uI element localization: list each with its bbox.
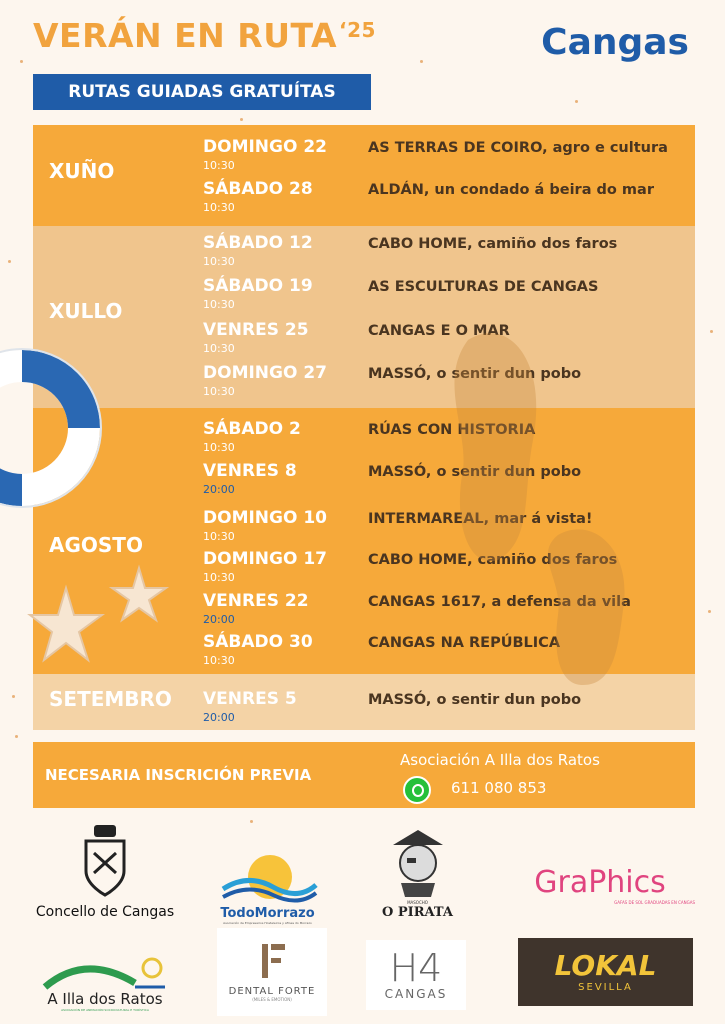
route-day: DOMINGO 22 [203, 137, 328, 157]
h4-logo [366, 940, 466, 1010]
route-time: 20:00 [203, 613, 235, 626]
sand-dot [20, 60, 23, 63]
route-day: VENRES 5 [203, 689, 297, 709]
opirata-logo [370, 815, 465, 920]
route-day: VENRES 8 [203, 461, 297, 481]
route-day: DOMINGO 27 [203, 363, 328, 383]
concello-logo [30, 815, 180, 920]
lokal-logo [518, 938, 693, 1006]
sand-dot [420, 60, 423, 63]
route-name: CABO HOME, camiño dos faros [368, 552, 618, 568]
todomorrazo-logo [205, 835, 330, 925]
concello-label: Concello de Cangas [35, 904, 175, 920]
route-time: 10:30 [203, 298, 235, 311]
dental-forte-tagline: (MILES & EMOTION) [252, 997, 292, 1002]
route-day: DOMINGO 17 [203, 549, 328, 569]
route-name: AS TERRAS DE COIRO, agro e cultura [368, 140, 668, 156]
illa-logo [35, 942, 175, 1012]
opirata-tagline: MASOCHO [407, 900, 428, 905]
route-day: VENRES 25 [203, 320, 309, 340]
schedule-row [33, 276, 695, 316]
sand-dot [240, 118, 243, 121]
dental-forte-label: DENTAL FORTE [228, 986, 316, 997]
graphics-logo [505, 860, 695, 905]
route-time: 10:30 [203, 654, 235, 667]
sand-dot [12, 695, 15, 698]
illa-tagline: ASOCIACIÓN DE ANIMACIÓN SOCIOCULTURAL E TURÍSTICA [61, 1008, 149, 1012]
pirate-icon [383, 825, 453, 900]
h4-label: CANGAS [384, 987, 448, 1001]
registration-banner [33, 742, 695, 808]
poster-title [33, 16, 376, 55]
route-time: 10:30 [203, 571, 235, 584]
h4-mark: H4 [389, 946, 443, 990]
schedule-row [33, 689, 695, 729]
todomorrazo-label: TodoMorrazo [220, 906, 315, 921]
route-name: RÚAS CON HISTORIA [368, 422, 536, 438]
sand-dot [15, 735, 18, 738]
route-name: CABO HOME, camiño dos faros [368, 236, 618, 252]
schedule-row [33, 179, 695, 219]
contact-phone[interactable]: 611 080 853 [451, 779, 547, 797]
route-name: CANGAS E O MAR [368, 323, 510, 339]
route-time: 10:30 [203, 385, 235, 398]
route-time: 10:30 [203, 159, 235, 172]
route-day: VENRES 22 [203, 591, 309, 611]
subtitle-banner: RUTAS GUIADAS GRATUÍTAS [33, 74, 371, 110]
month-name: SETEMBRO [49, 687, 172, 711]
island-icon [40, 955, 170, 990]
sun-waves-icon [218, 851, 318, 906]
month-name: XULLO [49, 299, 123, 323]
route-time: 10:30 [203, 530, 235, 543]
title-year: ‘25 [338, 18, 376, 42]
route-time: 10:30 [203, 201, 235, 214]
route-day: SÁBADO 2 [203, 419, 301, 439]
month-block-xullo [33, 226, 695, 408]
route-name: CANGAS 1617, a defensa da vila [368, 594, 631, 610]
graphics-tagline: GAFAS DE SOL GRADUADAS EN CANGAS [614, 900, 695, 905]
sand-dot [708, 610, 711, 613]
route-day: DOMINGO 10 [203, 508, 328, 528]
dental-forte-logo [217, 928, 327, 1016]
route-time: 20:00 [203, 483, 235, 496]
starfish-icon [14, 560, 184, 690]
month-block-xuno [33, 125, 695, 226]
route-name: AS ESCULTURAS DE CANGAS [368, 279, 599, 295]
title-text: VERÁN EN RUTA [33, 16, 337, 55]
lokal-tagline: SEVILLA [578, 981, 633, 993]
opirata-label: O PIRATA [382, 905, 453, 920]
sand-dot [250, 820, 253, 823]
month-name: AGOSTO [49, 533, 143, 557]
route-day: SÁBADO 19 [203, 276, 313, 296]
schedule-row [33, 419, 695, 459]
dental-mark-icon [257, 942, 287, 980]
schedule-row [33, 320, 695, 360]
route-time: 20:00 [203, 711, 235, 724]
sand-dot [575, 100, 578, 103]
lokal-label: LOKAL [554, 949, 657, 983]
whatsapp-icon [403, 776, 431, 804]
illa-label: A Illa dos Ratos [47, 990, 163, 1008]
coat-of-arms-icon [80, 823, 130, 898]
schedule-row [33, 363, 695, 403]
lifebuoy-icon [0, 340, 110, 515]
schedule-row [33, 137, 695, 177]
route-day: SÁBADO 12 [203, 233, 313, 253]
route-name: MASSÓ, o sentir dun pobo [368, 692, 582, 708]
route-day: SÁBADO 28 [203, 179, 313, 199]
footprint-icon [538, 520, 648, 690]
graphics-label: GraPhics [534, 865, 666, 900]
route-name: MASSÓ, o sentir dun pobo [368, 366, 582, 382]
route-name: MASSÓ, o sentir dun pobo [368, 464, 582, 480]
brand-logo: Cangas [541, 22, 689, 63]
sand-dot [710, 330, 713, 333]
route-day: SÁBADO 30 [203, 632, 313, 652]
route-name: CANGAS NA REPÚBLICA [368, 635, 561, 651]
schedule-row [33, 461, 695, 501]
route-name: ALDÁN, un condado á beira do mar [368, 182, 654, 198]
route-time: 10:30 [203, 441, 235, 454]
organizer-name: Asociación A Illa dos Ratos [400, 751, 600, 769]
registration-notice: NECESARIA INSCRICIÓN PREVIA [45, 766, 312, 784]
route-time: 10:30 [203, 342, 235, 355]
sand-dot [8, 260, 11, 263]
todomorrazo-tagline: Asociación de Empresarios Hosteleiros y Afines do Morrazo [223, 921, 312, 925]
route-time: 10:30 [203, 255, 235, 268]
schedule-row [33, 233, 695, 273]
month-name: XUÑO [49, 159, 115, 183]
route-name: INTERMAREAL, mar á vista! [368, 511, 593, 527]
